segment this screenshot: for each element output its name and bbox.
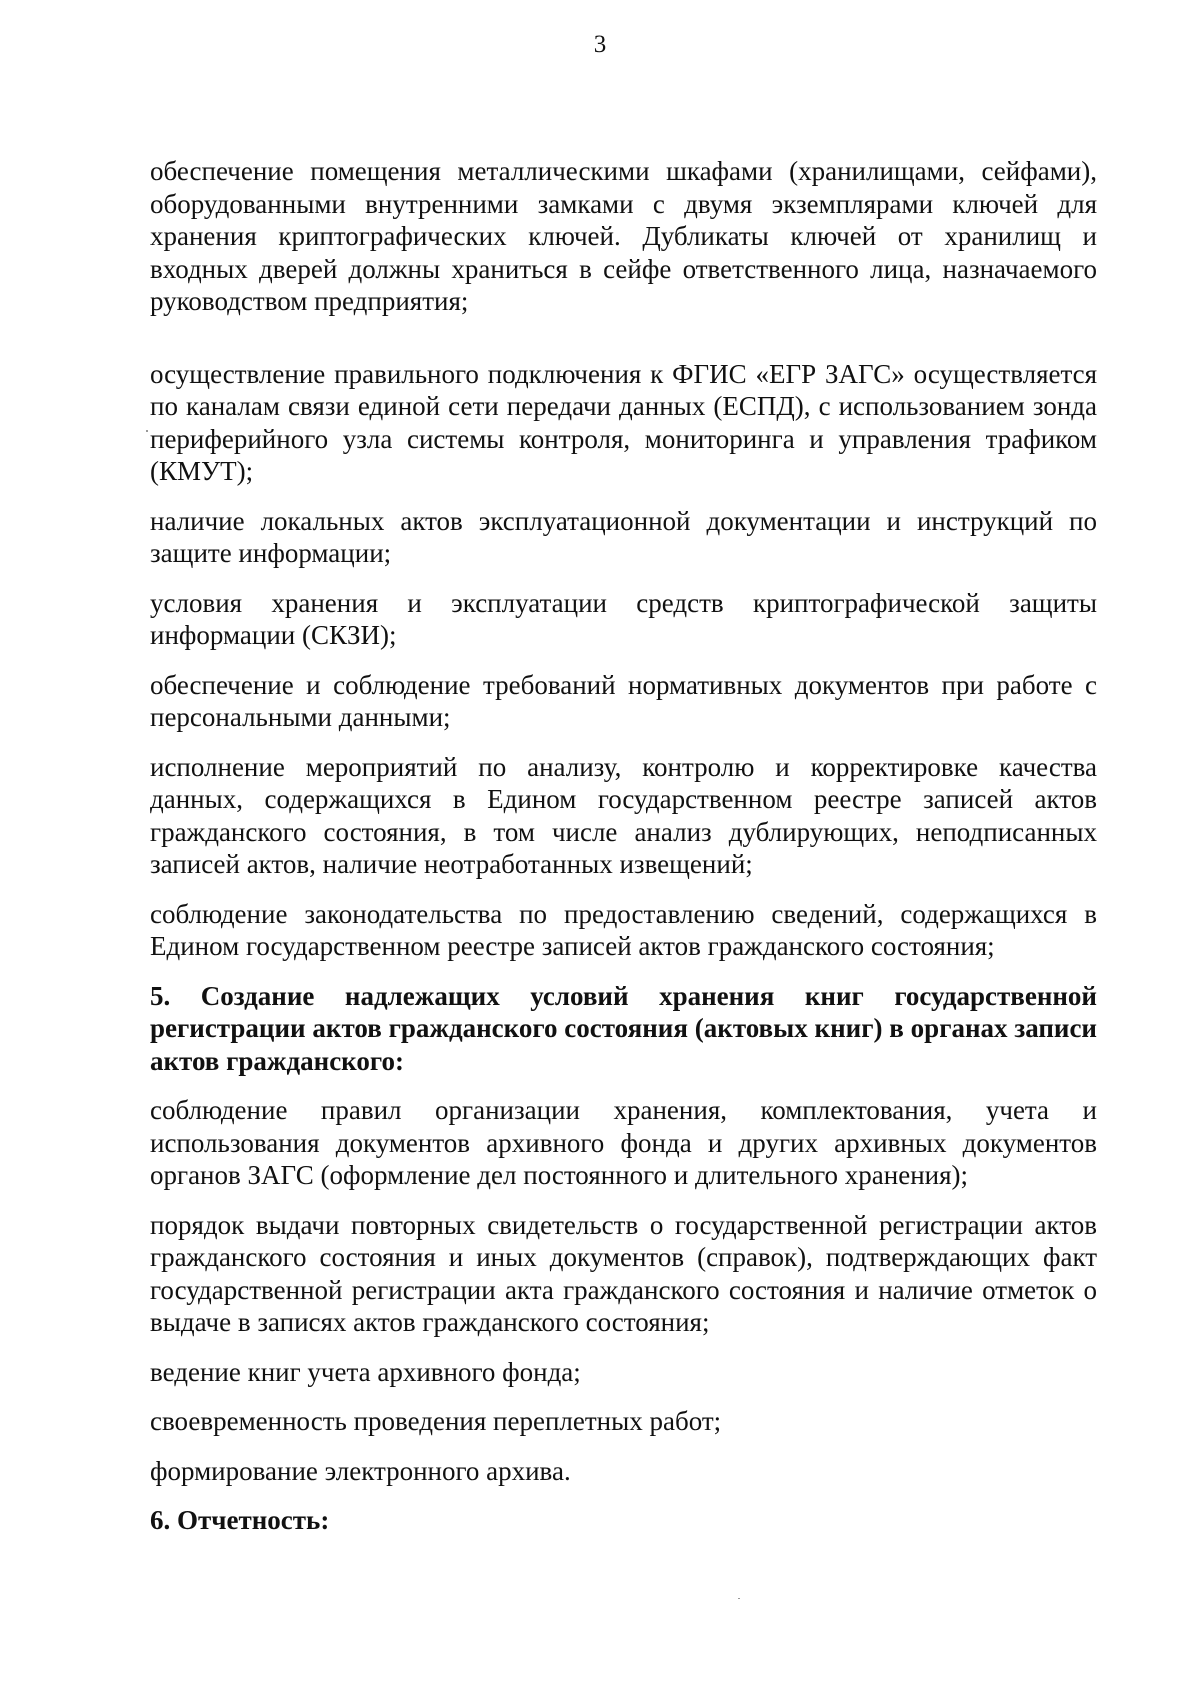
paragraph-repeat-certificates: порядок выдачи повторных свидетельств о государственной регистрации актов гражданского состояния и иных документов (справок), подтверждающих факт государственной регистрации акта гражданского состояния и наличие отметок о выдаче в записях актов гражданского состояния; xyxy=(150,1209,1097,1337)
paragraph-archive-rules: соблюдение правил организации хранения, комплектования, учета и использования документов архивного фонда и других архивных документов органов ЗАГС (оформление дел постоянного и длительного хранения); xyxy=(150,1095,1097,1190)
page-number: 3 xyxy=(593,31,607,58)
paragraph-legislation: соблюдение законодательства по предоставлению сведений, содержащихся в Едином государственном реестре записей актов гражданского состояния; xyxy=(150,898,1097,961)
section-6-title: Отчетность: xyxy=(177,1505,330,1535)
section-5-number: 5. xyxy=(150,980,171,1011)
paragraph-electronic-archive: формирование электронного архива. xyxy=(150,1455,571,1486)
paragraph-archive-books: ведение книг учета архивного фонда; xyxy=(150,1356,581,1387)
paragraph-local-acts: наличие локальных актов эксплуатационной документации и инструкций по защите информации; xyxy=(150,505,1097,568)
paragraph-data-quality: исполнение мероприятий по анализу, контролю и корректировке качества данных, содержащихся в Едином государственном реестре записей актов гражданского состояния, в том числе анализ дублирующих, неподписанных записей актов, наличие неотработанных извещений; xyxy=(150,751,1097,879)
section-6-number: 6. xyxy=(150,1505,171,1535)
section-5-title: Создание надлежащих условий хранения книг государственной регистрации актов гражданского состояния (актовых книг) в органах записи актов гражданского: xyxy=(150,980,1097,1076)
section-5-heading xyxy=(150,980,1097,1078)
paragraph-personal-data: обеспечение и соблюдение требований нормативных документов при работе с персональными данными; xyxy=(150,669,1097,732)
document-body xyxy=(150,155,1097,1554)
scan-speck xyxy=(146,430,148,432)
paragraph-storage-cabinets: обеспечение помещения металлическими шкафами (хранилищами, сейфами), оборудованными внутренними замками с двумя экземплярами ключей для хранения криптографических ключей. Дубликаты ключей от хранилищ и входных дверей должны храниться в сейфе ответственного лица, назначаемого руководством предприятия; xyxy=(150,156,1097,316)
paragraph-binding-works: своевременность проведения переплетных работ; xyxy=(150,1406,722,1436)
paragraph-fgis-connection: осуществление правильного подключения к ФГИС «ЕГР ЗАГС» осуществляется по каналам связи единой сети передачи данных (ЕСПД), с использованием зонда периферийного узла системы контроля, мониторинга и управления трафиком (КМУТ); xyxy=(150,358,1097,486)
paragraph-skzi-conditions: условия хранения и эксплуатации средств криптографической защиты информации (СКЗИ); xyxy=(150,587,1097,650)
section-6-heading xyxy=(150,1504,1097,1537)
scan-speck xyxy=(738,1598,740,1599)
